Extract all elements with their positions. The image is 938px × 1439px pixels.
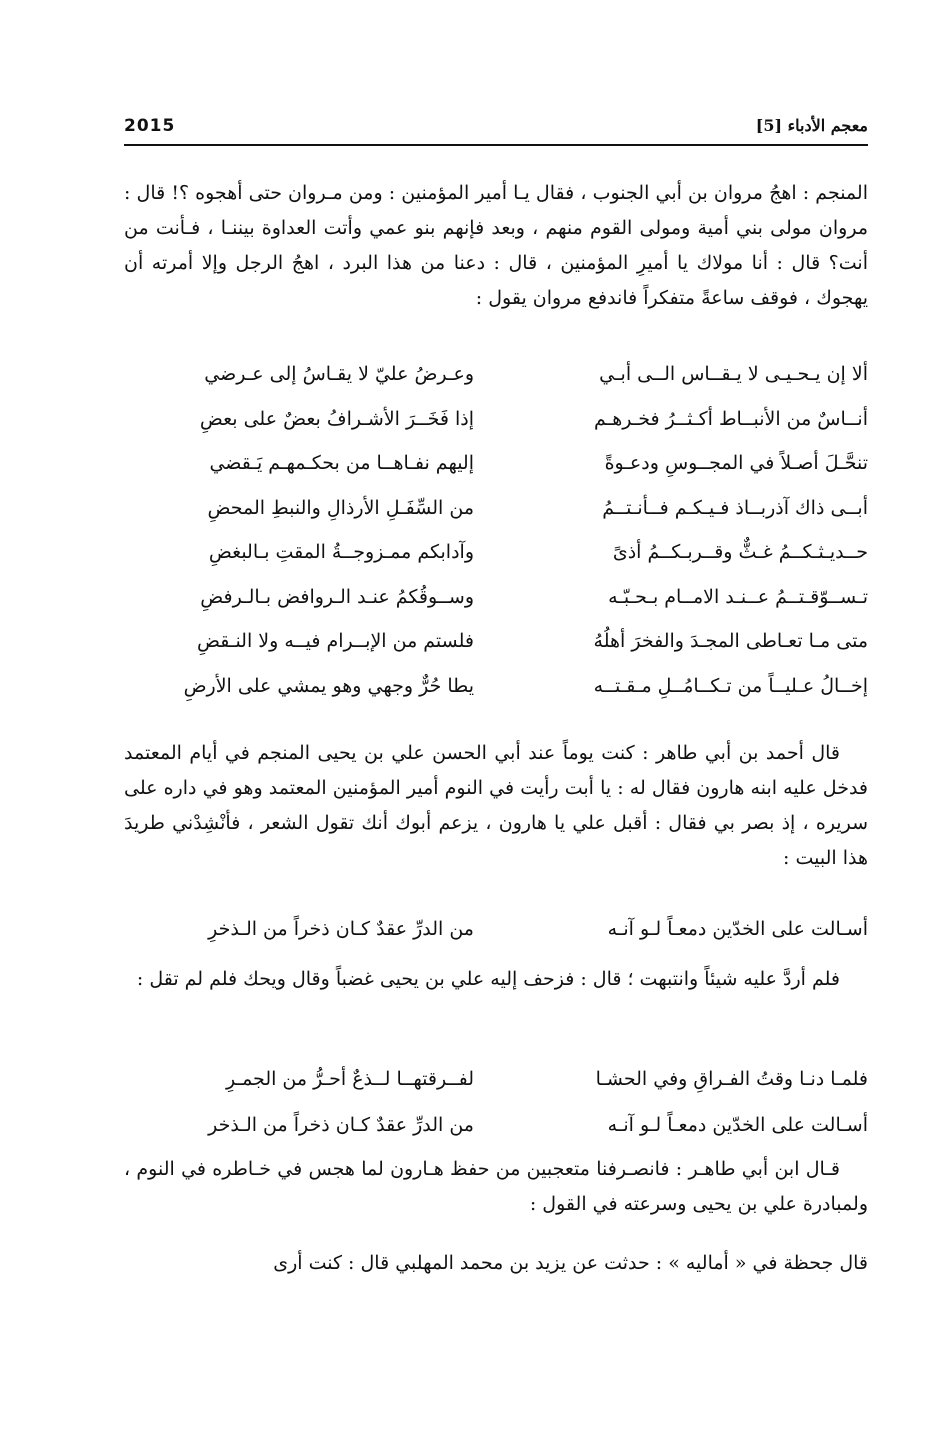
poem-second-hemistich: فلستم من الإبــرام فيــه ولا النـقضِ: [196, 630, 474, 652]
poem-second-hemistich: لفــرقتهــا لــذعٌ أحـرُّ من الجمـرِ: [226, 1068, 474, 1090]
poem-line: [124, 619, 868, 664]
poem-line: [124, 530, 868, 575]
poem-line: [124, 1056, 868, 1102]
poem-first-hemistich: حــديـثـكــمُ غـثٌّ وقــربـكــمُ أذىً: [612, 541, 868, 563]
poem-second-hemistich: إليهم نفـاهــا من بحكـمهـم يَـقضي: [209, 452, 474, 474]
poem-first-hemistich: فلمـا دنـا وقتُ الفـراقِ وفي الحشـا: [595, 1068, 868, 1090]
poem-line: [124, 486, 868, 531]
poem-line: [124, 664, 868, 709]
paragraph-5-container: [124, 1246, 868, 1281]
paragraph-5: قال جحظة في « أماليه » : حدثت عن يزيد بن محمد المهلبي قال : كنت أرى: [273, 1252, 868, 1274]
paragraph-2: قال أحمد بن أبي طاهر : كنت يوماً عند أبي الحسن علي بن يحيى المنجم في أيام المعتمد فدخل عليه ابنه هارون فقال له : يا أبت رأيت في النوم أمير المؤمنين المعتمد وهو في داره على سريره ، إذ بصر بي فقال : أقبل علي يا هارون ، يزعم أبوك أنك تقول الشعر ، فأنْشِدْني طريدَ هذا البيت :: [124, 742, 868, 869]
paragraph-4-container: [124, 1152, 868, 1222]
paragraph-1: المنجم : اهجُ مروان بن أبي الجنوب ، فقال يـا أمير المؤمنين : ومن مـروان حتى أهجوه ؟! قال : مروان مولى بني أمية ومولى القوم منهم ، وبعد فإنهم بنو عمي وأتت العداوة بيننـا ، فـأنت من أنت؟ قال : أنا مولاك يا أميرِ المؤمنين ، قال : دعنا من هذا البرد ، اهجُ الرجل وإلا أمرته أن يهجوك ، فوقف ساعةً متفكراً فاندفع مروان يقول :: [124, 182, 868, 309]
poem-second-hemistich: وســوقُكمُ عنـد الـروافض بـالـرفضِ: [200, 585, 474, 608]
poem-second-hemistich: يطا حُرٌّ وجهي وهو يمشي على الأرضِ: [183, 674, 474, 697]
poem-block-2: [124, 906, 868, 952]
paragraph-3: فلم أردَّ عليه شيئاً وانتبهت ؛ قال : فزحف إليه علي بن يحيى غضباً وقال ويحك فلم لم تقل :: [136, 968, 840, 990]
paragraph-3-container: [124, 962, 868, 997]
poem-second-hemistich: من الدرِّ عقدٌ كـان ذخراً من الـذخرِ: [208, 918, 474, 940]
poem-line: [124, 397, 868, 442]
poem-first-hemistich: ألا إن يـحـيـى لا يـقــاس الــى أبـي: [599, 363, 868, 385]
poem-block-1: [124, 352, 868, 708]
poem-second-hemistich: إذا فَخَــرَ الأشـرافُ بعضٌ على بعضِ: [199, 407, 474, 430]
poem-first-hemistich: إخــالُ عـليــاً من تـكــامُــلِ مـقـتــه: [593, 674, 868, 697]
poem-first-hemistich: أنــاسٌ من الأنبــاط أكـثــرُ فخـرهـم: [594, 407, 868, 430]
poem-first-hemistich: تـســوّقـتــمُ عــنـد الامــام بـحـبّـه: [608, 585, 868, 608]
poem-line: [124, 1102, 868, 1148]
poem-first-hemistich: أسـالت على الخدّين دمعـاً لـو آنـه: [607, 1114, 868, 1136]
poem-second-hemistich: من السِّفَـلِ الأرذالِ والنبطِ المحضِ: [207, 496, 474, 519]
poem-line: [124, 575, 868, 620]
poem-line: [124, 441, 868, 486]
running-title: معجم الأدباء [5]: [755, 116, 868, 135]
poem-first-hemistich: أبــى ذاك آذربــاذ فـيـكـم فــأنـتــمُ: [602, 496, 868, 519]
page-number: 2015: [124, 116, 176, 136]
paragraph-2-container: [124, 736, 868, 876]
page-header: [124, 114, 868, 146]
poem-first-hemistich: تنحَّـلَ أصـلاً في المجــوسِ ودعـوةً: [604, 452, 868, 474]
poem-line: [124, 352, 868, 397]
paragraph-4: قـال ابن أبي طاهـر : فانصـرفنا متعجبين من حفظ هـارون لما هجس في خـاطره في النوم ، ولمبادرة علي بن يحيى وسرعته في القول :: [124, 1158, 868, 1215]
poem-second-hemistich: من الدرِّ عقدٌ كـان ذخراً من الـذخر: [208, 1114, 474, 1136]
poem-second-hemistich: وعـرضُ عليّ لا يقـاسُ إلى عـرضي: [204, 363, 474, 385]
poem-first-hemistich: أسـالت على الخدّين دمعـاً لـو آنـه: [607, 918, 868, 940]
poem-block-3: [124, 1056, 868, 1148]
paragraph-1-container: [124, 176, 868, 316]
poem-second-hemistich: وآدابكم ممـزوجــةُ المقتِ بـالبغضِ: [208, 541, 474, 563]
poem-line: [124, 906, 868, 952]
poem-first-hemistich: متى مـا تعـاطى المجـدَ والفخرَ أهلُهُ: [593, 630, 868, 652]
